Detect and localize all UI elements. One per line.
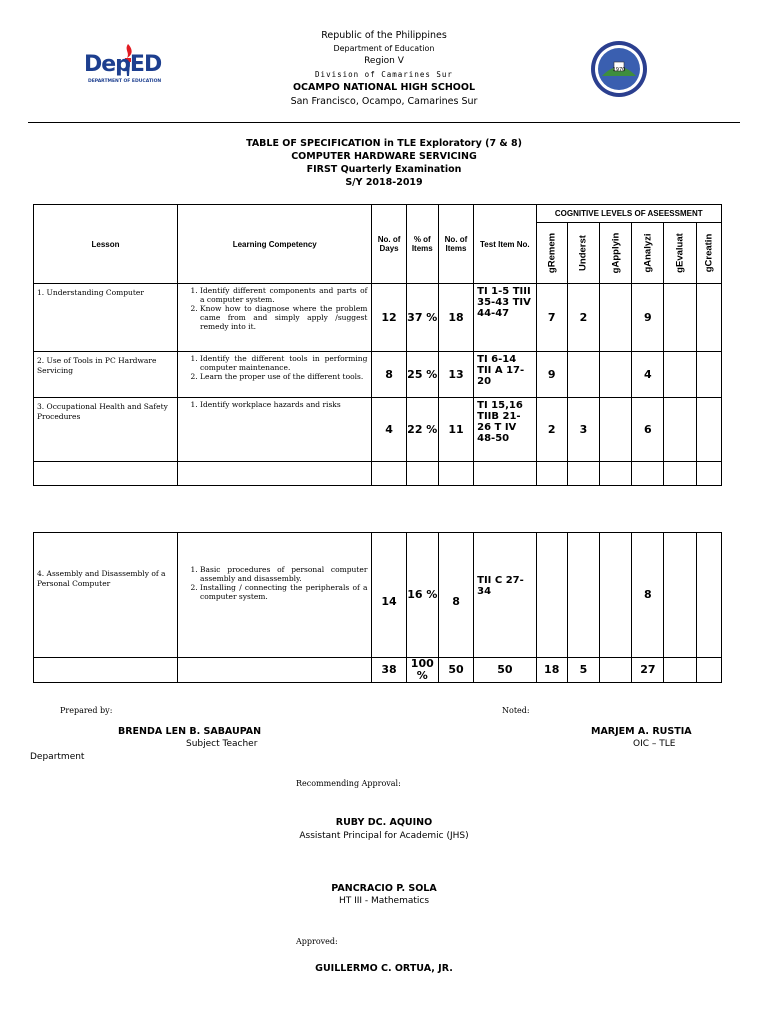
header-test-item: Test Item No.: [474, 205, 536, 284]
level-cell: [600, 284, 632, 352]
table-row: [34, 398, 722, 462]
logo-text: DepED: [84, 52, 162, 77]
level-cell: [600, 398, 632, 462]
logo-subtext: DEPARTMENT OF EDUCATION: [88, 79, 162, 84]
competency-cell: 1. Identify different components and parts of a computer system. 2. Know how to diagnose where the problem came from and simply apply /suggest remedy into it.: [178, 284, 372, 352]
table-row-empty: [34, 462, 722, 486]
table-row: [34, 533, 722, 658]
level-cell: [664, 284, 696, 352]
noter-name: MARJEM A. RUSTIA: [591, 726, 692, 737]
title-line-1: TABLE OF SPECIFICATION in TLE Exploratory (7 & 8): [246, 138, 522, 149]
total-level: [664, 658, 696, 683]
table-row: [34, 352, 722, 398]
header-level-create: gCreatin: [696, 223, 721, 284]
republic-line: Republic of the Philippines: [321, 30, 447, 41]
header-days: No. of Days: [372, 205, 406, 284]
total-level: 18: [536, 658, 567, 683]
header-cognitive: COGNITIVE LEVELS OF ASEESSMENT: [536, 205, 721, 223]
total-level: 5: [567, 658, 599, 683]
seal-year: 1970: [612, 67, 626, 73]
total-percent: 100 %: [406, 658, 438, 683]
recommender-2-title: HT III - Mathematics: [338, 896, 430, 906]
level-cell: [696, 352, 721, 398]
recommender-1-name: RUBY DC. AQUINO: [335, 817, 433, 828]
percent-cell: 25 %: [406, 352, 438, 398]
level-cell: [664, 533, 696, 658]
header-level-remember: gRemem: [536, 223, 567, 284]
noter-title: OIC – TLE: [633, 739, 676, 749]
percent-cell: 16 %: [406, 533, 438, 658]
level-cell: [696, 533, 721, 658]
total-level: 27: [632, 658, 664, 683]
table-row: [34, 284, 722, 352]
header-level-apply: gApplyin: [600, 223, 632, 284]
level-cell: 9: [632, 284, 664, 352]
title-line-2: COMPUTER HARDWARE SERVICING: [291, 151, 477, 162]
days-cell: 14: [372, 533, 406, 658]
title-line-4: S/Y 2018-2019: [345, 177, 423, 188]
approver-name: GUILLERMO C. ORTUA, JR.: [315, 963, 453, 974]
lesson-cell: 2. Use of Tools in PC Hardware Servicing: [34, 352, 178, 398]
total-days: 38: [372, 658, 406, 683]
header-level-understand: Underst: [567, 223, 599, 284]
table-header-row: [34, 205, 722, 223]
level-cell: [696, 398, 721, 462]
items-cell: 13: [438, 352, 473, 398]
header-divider: [28, 122, 740, 123]
prepared-label: Prepared by:: [60, 706, 113, 715]
test-item-cell: TII C 27-34: [474, 533, 536, 658]
competency-cell: 1. Basic procedures of personal computer assembly and disassembly. 2. Installing / connecting the peripherals of a computer system.: [178, 533, 372, 658]
preparer-title: Subject Teacher: [186, 739, 258, 749]
items-cell: 18: [438, 284, 473, 352]
level-cell: [600, 533, 632, 658]
department-label: Department: [30, 752, 85, 762]
school-name: OCAMPO NATIONAL HIGH SCHOOL: [292, 82, 476, 93]
level-cell: 2: [536, 398, 567, 462]
test-item-cell: TI 15,16 TIIB 21-26 T IV 48-50: [474, 398, 536, 462]
days-cell: 8: [372, 352, 406, 398]
recommender-1-title: Assistant Principal for Academic (JHS): [299, 831, 469, 841]
test-item-cell: TI 6-14 TII A 17-20: [474, 352, 536, 398]
department-line: Department of Education: [333, 44, 435, 53]
competency-cell: 1. Identify the different tools in performing computer maintenance. 2. Learn the proper use of the different tools.: [178, 352, 372, 398]
table-total-row: [34, 658, 722, 683]
days-cell: 4: [372, 398, 406, 462]
recommender-2-name: PANCRACIO P. SOLA: [331, 883, 437, 894]
title-line-3: FIRST Quarterly Examination: [306, 164, 462, 175]
division-line: Division of Camarines Sur: [315, 70, 453, 79]
school-address: San Francisco, Ocampo, Camarines Sur: [290, 96, 478, 107]
items-cell: 8: [438, 533, 473, 658]
lesson-cell: 3. Occupational Health and Safety Procedures: [34, 398, 178, 462]
recommending-label: Recommending Approval:: [296, 779, 401, 788]
total-level: [696, 658, 721, 683]
header-level-evaluate: gEvaluat: [664, 223, 696, 284]
level-cell: 4: [632, 352, 664, 398]
header-competency: Learning Competency: [178, 205, 372, 284]
level-cell: [536, 533, 567, 658]
level-cell: 7: [536, 284, 567, 352]
level-cell: [600, 352, 632, 398]
header-percent: % of Items: [406, 205, 438, 284]
level-cell: 9: [536, 352, 567, 398]
noted-label: Noted:: [502, 706, 530, 715]
items-cell: 11: [438, 398, 473, 462]
lesson-cell: 1. Understanding Computer: [34, 284, 178, 352]
level-cell: 8: [632, 533, 664, 658]
level-cell: [664, 398, 696, 462]
competency-cell: 1. Identify workplace hazards and risks: [178, 398, 372, 462]
specification-table-continued: [33, 532, 722, 683]
level-cell: 6: [632, 398, 664, 462]
days-cell: 12: [372, 284, 406, 352]
approved-label: Approved:: [296, 937, 338, 946]
total-test-items: 50: [474, 658, 536, 683]
level-cell: [567, 352, 599, 398]
level-cell: [664, 352, 696, 398]
level-cell: 3: [567, 398, 599, 462]
header-items: No. of Items: [438, 205, 473, 284]
region-line: Region V: [364, 56, 404, 66]
total-level: [600, 658, 632, 683]
total-items: 50: [438, 658, 473, 683]
level-cell: [567, 533, 599, 658]
lesson-cell: 4. Assembly and Disassembly of a Personal Computer: [34, 533, 178, 658]
header-level-analyze: gAnalyzi: [632, 223, 664, 284]
preparer-name: BRENDA LEN B. SABAUPAN: [118, 726, 262, 737]
test-item-cell: TI 1-5 TIII 35-43 TIV 44-47: [474, 284, 536, 352]
percent-cell: 37 %: [406, 284, 438, 352]
level-cell: [696, 284, 721, 352]
header-lesson: Lesson: [34, 205, 178, 284]
percent-cell: 22 %: [406, 398, 438, 462]
specification-table: [33, 204, 722, 486]
level-cell: 2: [567, 284, 599, 352]
